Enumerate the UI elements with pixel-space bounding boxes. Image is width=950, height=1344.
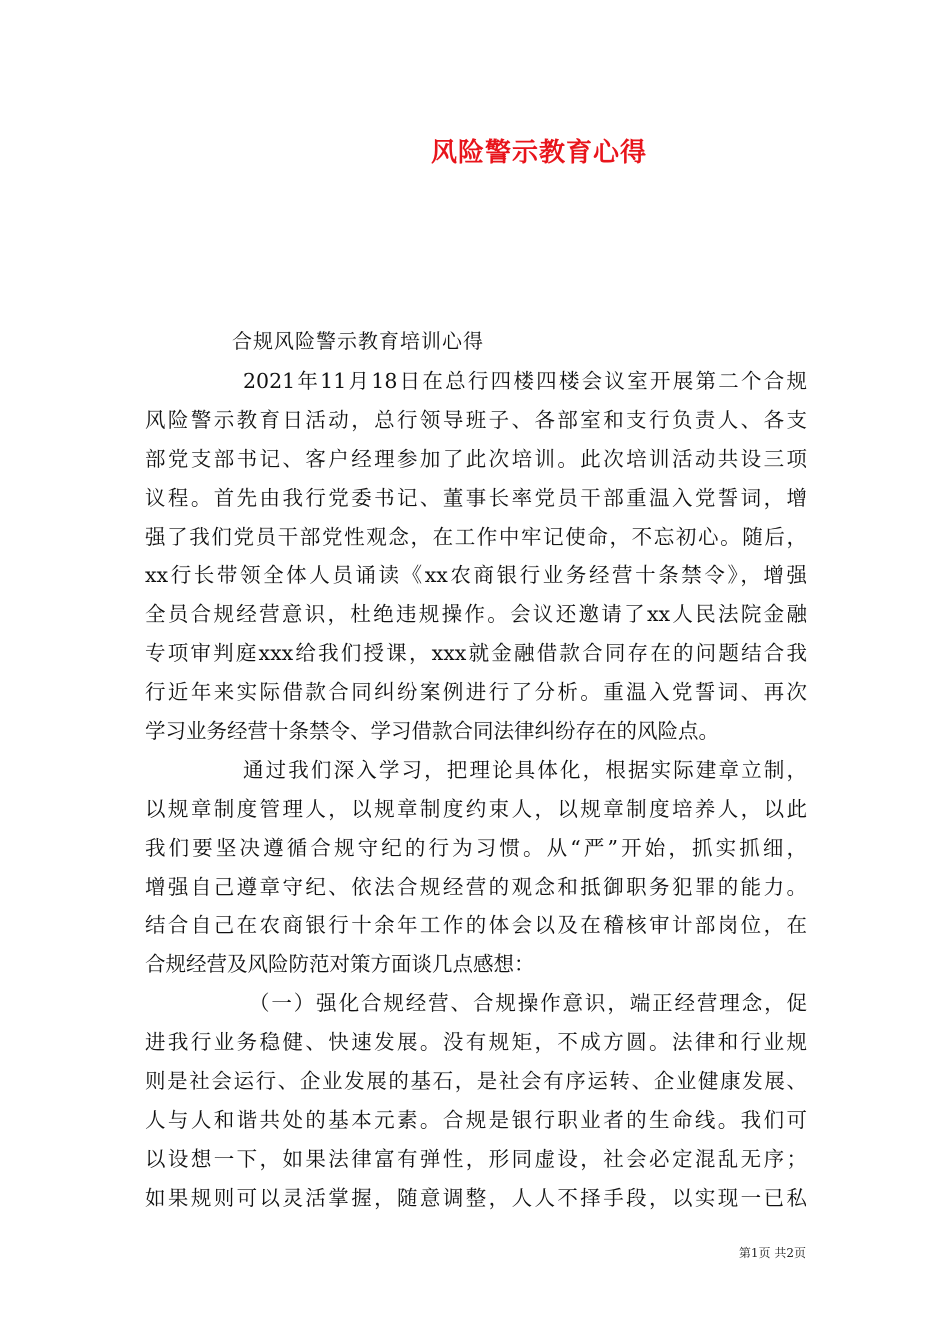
body-line: （一）强化合规经营、合规操作意识，端正经营理念，促 bbox=[249, 991, 807, 1016]
body-line: 议程。首先由我行党委书记、董事长率党员干部重温入党誓词，增 bbox=[145, 485, 807, 510]
body-line: 部党支部书记、客户经理参加了此次培训。此次培训活动共设三项 bbox=[145, 446, 807, 471]
body-line: 结合自己在农商银行十余年工作的体会以及在稽核审计部岗位，在 bbox=[145, 913, 807, 938]
document-body bbox=[145, 362, 807, 1218]
body-line: 强了我们党员干部党性观念，在工作中牢记使命，不忘初心。随后， bbox=[145, 524, 807, 549]
body-line: 通过我们深入学习，把理论具体化，根据实际建章立制， bbox=[243, 757, 807, 782]
body-line: 人与人和谐共处的基本元素。合规是银行职业者的生命线。我们可 bbox=[145, 1107, 807, 1132]
body-line: 增强自己遵章守纪、依法合规经营的观念和抵御职务犯罪的能力。 bbox=[145, 874, 807, 899]
page-number-footer: 第1页 共2页 bbox=[738, 1246, 806, 1260]
body-line: 以设想一下，如果法律富有弹性，形同虚设，社会必定混乱无序； bbox=[145, 1146, 807, 1171]
body-line: 如果规则可以灵活掌握，随意调整，人人不择手段，以实现一已私 bbox=[145, 1185, 807, 1210]
body-line: 专项审判庭xxx给我们授课，xxx就金融借款合同存在的问题结合我 bbox=[145, 641, 807, 666]
body-line: 2021年11月18日在总行四楼四楼会议室开展第二个合规 bbox=[243, 369, 807, 393]
body-line: 行近年来实际借款合同纠纷案例进行了分析。重温入党誓词、再次 bbox=[145, 680, 807, 705]
document-title: 风险警示教育心得 bbox=[430, 138, 647, 168]
body-line: 以规章制度管理人，以规章制度约束人，以规章制度培养人，以此 bbox=[145, 796, 807, 821]
body-line: 我们要坚决遵循合规守纪的行为习惯。从“严”开始，抓实抓细， bbox=[145, 835, 807, 860]
body-line: 进我行业务稳健、快速发展。没有规矩，不成方圆。法律和行业规 bbox=[145, 1030, 807, 1055]
body-line: 风险警示教育日活动，总行领导班子、各部室和支行负责人、各支 bbox=[145, 407, 807, 432]
body-line: 学习业务经营十条禁令、学习借款合同法律纠纷存在的风险点。 bbox=[145, 719, 719, 744]
body-line: xx行长带领全体人员诵读《xx农商银行业务经营十条禁令》，增强 bbox=[145, 563, 807, 588]
body-line: 则是社会运行、企业发展的基石，是社会有序运转、企业健康发展、 bbox=[145, 1069, 807, 1094]
body-line: 全员合规经营意识，杜绝违规操作。会议还邀请了xx人民法院金融 bbox=[145, 602, 807, 627]
body-line: 合规经营及风险防范对策方面谈几点感想： bbox=[145, 952, 535, 977]
document-subtitle: 合规风险警示教育培训心得 bbox=[232, 329, 484, 353]
